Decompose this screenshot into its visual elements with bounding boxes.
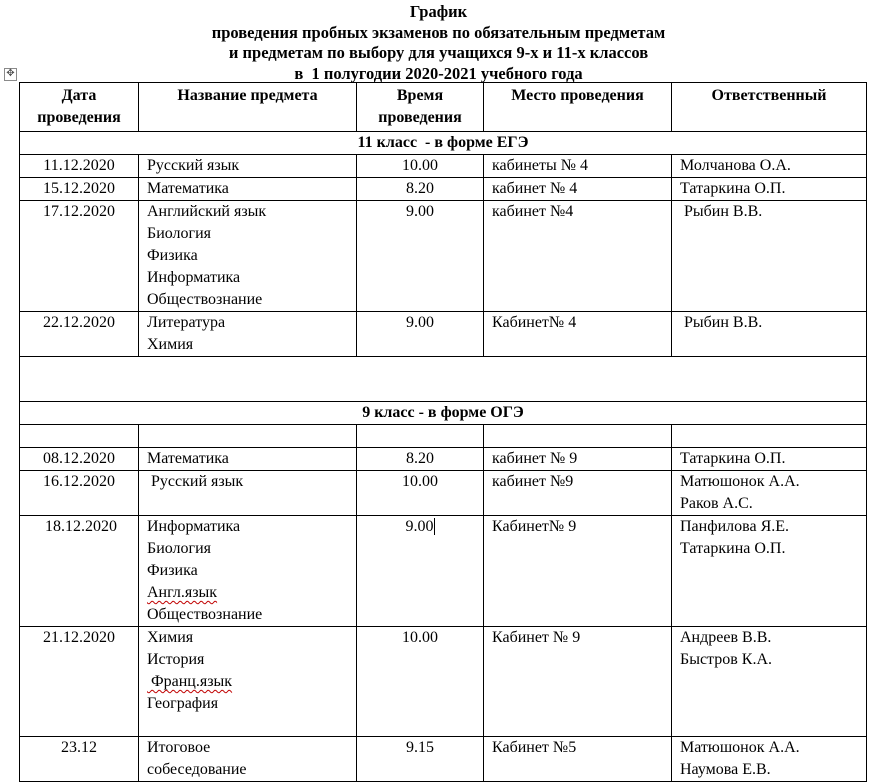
header-row <box>20 83 867 132</box>
empty-cell <box>139 425 357 448</box>
subject-cell <box>139 178 357 201</box>
empty-cell <box>672 425 867 448</box>
section-label: 9 класс - в форме ОГЭ <box>20 402 867 425</box>
responsible-line: Татаркина О.П. <box>680 180 786 197</box>
subject-line: Франц.язык <box>147 673 233 690</box>
subject-cell <box>139 312 357 357</box>
subject-cell <box>139 201 357 312</box>
subject-cell <box>139 627 357 737</box>
time-value: 10.00 <box>402 157 438 174</box>
exam-schedule-table <box>19 82 867 782</box>
table-row <box>20 178 867 201</box>
title-line: в 1 полугодии 2020-2021 учебного года <box>294 63 583 83</box>
subject-line: Англ.язык <box>147 584 218 601</box>
time-value: 9.15 <box>406 739 434 756</box>
subject-line: География <box>147 695 219 712</box>
responsible-cell <box>672 471 867 516</box>
place-cell: кабинеты № 4 <box>484 155 672 178</box>
responsible-line: Рыбин В.В. <box>680 314 763 331</box>
title-line: проведения пробных экзаменов по обязательным предметам <box>211 22 666 42</box>
subject-line: Биология <box>147 225 212 242</box>
subject-cell <box>139 737 357 782</box>
subject-line: Физика <box>147 562 198 579</box>
date-cell: 22.12.2020 <box>20 312 139 357</box>
subject-cell <box>139 516 357 627</box>
document-title <box>0 0 877 84</box>
time-cell <box>357 737 484 782</box>
time-cell <box>357 516 484 627</box>
responsible-cell <box>672 627 867 737</box>
time-cell <box>357 178 484 201</box>
table-row <box>20 312 867 357</box>
date-cell: 15.12.2020 <box>20 178 139 201</box>
time-value: 8.20 <box>406 450 434 467</box>
time-cell <box>357 201 484 312</box>
empty-cell <box>484 425 672 448</box>
responsible-line: Раков А.С. <box>680 495 753 512</box>
subject-line: Обществознание <box>147 606 263 623</box>
responsible-line: Наумова Е.В. <box>680 761 771 778</box>
time-value: 9.00 <box>406 203 434 220</box>
table-row <box>20 201 867 312</box>
spacer-row <box>20 357 867 402</box>
section-label: 11 класс - в форме ЕГЭ <box>20 132 867 155</box>
responsible-line: Панфилова Я.Е. <box>680 518 790 535</box>
subject-line: Химия <box>147 336 194 353</box>
place-cell: кабинет № 9 <box>484 448 672 471</box>
date-cell: 18.12.2020 <box>20 516 139 627</box>
subject-line: Информатика <box>147 269 241 286</box>
date-cell: 23.12 <box>20 737 139 782</box>
place-cell: Кабинет№ 9 <box>484 516 672 627</box>
header-place: Место проведения <box>484 83 672 132</box>
time-cell <box>357 155 484 178</box>
responsible-cell <box>672 178 867 201</box>
responsible-cell <box>672 448 867 471</box>
date-cell: 17.12.2020 <box>20 201 139 312</box>
subject-line: История <box>147 651 205 668</box>
subject-line: Русский язык <box>147 473 244 490</box>
spacer-cell <box>20 357 867 402</box>
table-row <box>20 627 867 737</box>
subject-line: Русский язык <box>147 157 240 174</box>
responsible-line: Рыбин В.В. <box>680 203 763 220</box>
section-row <box>20 132 867 155</box>
responsible-line: Матюшонок А.А. <box>680 473 800 490</box>
responsible-cell <box>672 737 867 782</box>
responsible-cell <box>672 516 867 627</box>
time-cell <box>357 627 484 737</box>
responsible-cell <box>672 155 867 178</box>
time-cell <box>357 312 484 357</box>
place-cell: кабинет №4 <box>484 201 672 312</box>
subject-line: Обществознание <box>147 291 263 308</box>
table-row <box>20 516 867 627</box>
time-value: 8.20 <box>406 180 434 197</box>
subject-cell <box>139 448 357 471</box>
header-date: Дата проведения <box>20 83 139 132</box>
time-cell <box>357 471 484 516</box>
subject-cell <box>139 155 357 178</box>
empty-row <box>20 425 867 448</box>
header-responsible: Ответственный <box>672 83 867 132</box>
time-cell <box>357 448 484 471</box>
subject-line: Итоговое <box>147 739 211 756</box>
header-subject: Название предмета <box>139 83 357 132</box>
responsible-cell <box>672 312 867 357</box>
move-handle-icon[interactable]: ✥ <box>4 68 17 81</box>
responsible-line: Молчанова О.А. <box>680 157 791 174</box>
responsible-cell <box>672 201 867 312</box>
place-cell: кабинет №9 <box>484 471 672 516</box>
time-value: 9.00 <box>406 314 434 331</box>
subject-line: Химия <box>147 629 194 646</box>
subject-line: Математика <box>147 450 229 467</box>
subject-line: Литература <box>147 314 226 331</box>
place-cell: Кабинет № 9 <box>484 627 672 737</box>
responsible-line: Татаркина О.П. <box>680 540 786 557</box>
table-row <box>20 737 867 782</box>
subject-line: Математика <box>147 180 229 197</box>
subject-cell <box>139 471 357 516</box>
responsible-line: Андреев В.В. <box>680 629 772 646</box>
table-row <box>20 471 867 516</box>
date-cell: 08.12.2020 <box>20 448 139 471</box>
responsible-line: Быстров К.А. <box>680 651 773 668</box>
header-time: Время проведения <box>357 83 484 132</box>
place-cell: Кабинет№ 4 <box>484 312 672 357</box>
subject-line: Английский язык <box>147 203 267 220</box>
responsible-line: Татаркина О.П. <box>680 450 786 467</box>
empty-cell <box>20 425 139 448</box>
subject-line: Физика <box>147 247 198 264</box>
time-value: 10.00 <box>402 473 438 490</box>
place-cell: Кабинет №5 <box>484 737 672 782</box>
date-cell: 16.12.2020 <box>20 471 139 516</box>
date-cell: 11.12.2020 <box>20 155 139 178</box>
responsible-line: Матюшонок А.А. <box>680 739 800 756</box>
subject-line: Биология <box>147 540 212 557</box>
title-line: График <box>409 2 468 21</box>
title-line: и предметам по выбору для учащихся 9-х и 11-х классов <box>228 43 649 62</box>
time-value: 9.00 <box>405 518 434 535</box>
section-row <box>20 402 867 425</box>
time-value: 10.00 <box>402 629 438 646</box>
table-row <box>20 155 867 178</box>
table-row <box>20 448 867 471</box>
subject-line: Информатика <box>147 518 241 535</box>
empty-cell <box>357 425 484 448</box>
subject-line: собеседование <box>147 761 247 778</box>
place-cell: кабинет № 4 <box>484 178 672 201</box>
date-cell: 21.12.2020 <box>20 627 139 737</box>
